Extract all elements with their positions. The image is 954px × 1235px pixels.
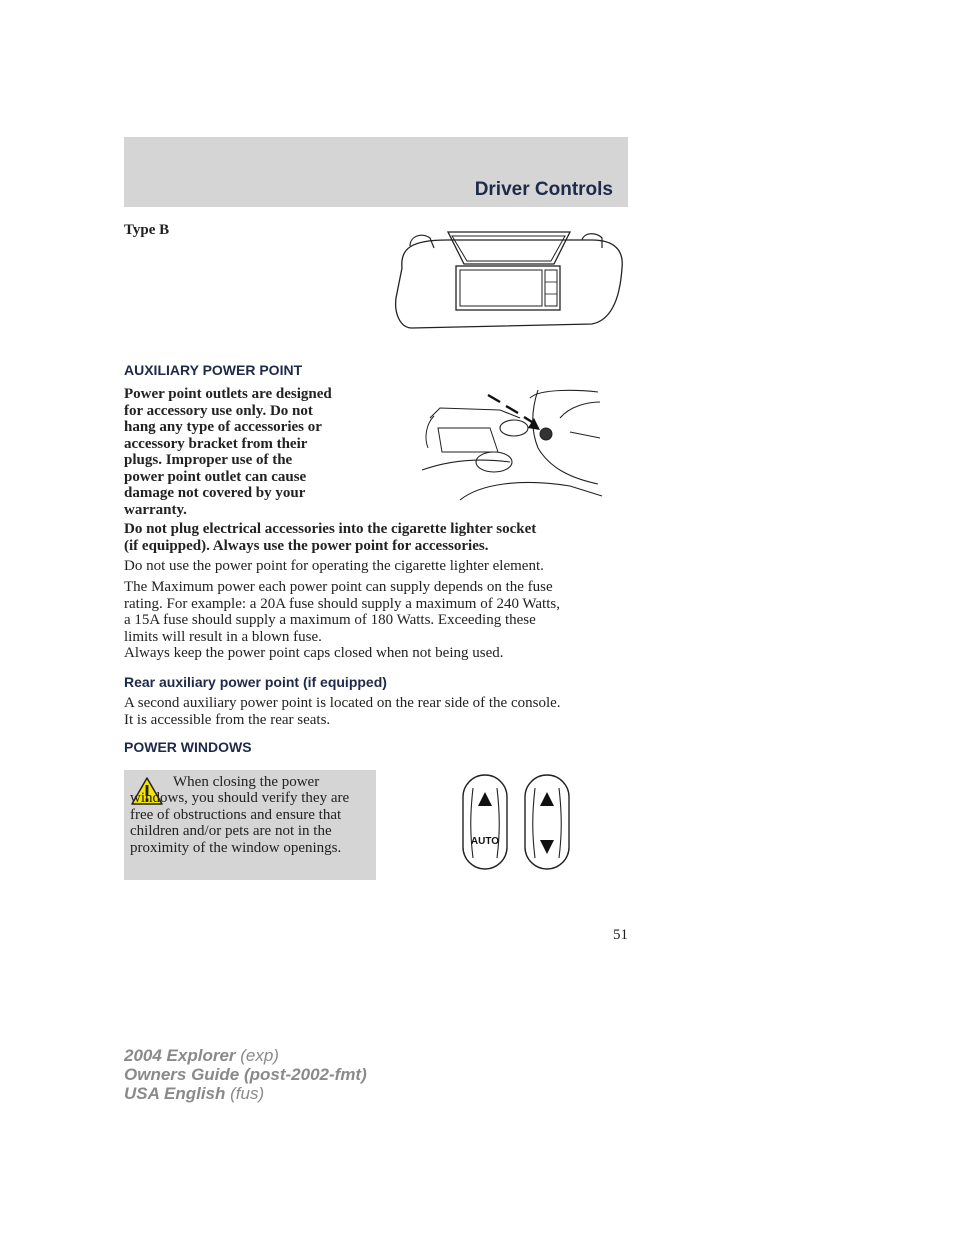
paragraph-line: The Maximum power each power point can supply depends on the fuse bbox=[124, 579, 553, 595]
power-windows-warning-box bbox=[124, 770, 376, 880]
window-switches-illustration bbox=[462, 774, 572, 872]
warning-line: accessory bracket from their bbox=[124, 435, 308, 452]
console-power-point-illustration bbox=[420, 388, 602, 500]
auto-switch-label: AUTO bbox=[470, 836, 500, 847]
warning-line: power point outlet can cause bbox=[124, 468, 307, 485]
note-line: (if equipped). Always use the power point for accessories. bbox=[124, 537, 489, 554]
paragraph-line: rating. For example: a 20A fuse should supply a maximum of 240 Watts, bbox=[124, 595, 560, 612]
warning-line: hang any type of accessories or bbox=[124, 419, 322, 435]
paragraph-line: limits will result in a blown fuse. bbox=[124, 628, 322, 645]
type-b-label: Type B bbox=[124, 222, 170, 238]
arrow-down-icon bbox=[540, 840, 554, 854]
section-title: Driver Controls bbox=[474, 179, 613, 200]
paragraph-line: It is accessible from the rear seats. bbox=[124, 711, 331, 728]
footer-model-code: (exp) bbox=[235, 1046, 279, 1065]
section-header-band bbox=[124, 137, 628, 207]
footer-line-1 bbox=[124, 1046, 367, 1065]
arrow-up-icon bbox=[478, 792, 492, 806]
document-footer bbox=[124, 1046, 367, 1103]
warning-line: plugs. Improper use of the bbox=[124, 452, 293, 468]
rear-aux-paragraph bbox=[124, 695, 634, 728]
paragraph-line: A second auxiliary power point is located on the rear side of the console. bbox=[124, 695, 561, 711]
warning-line: Power point outlets are designed bbox=[124, 386, 332, 402]
sun-visor-illustration bbox=[392, 228, 626, 332]
max-power-paragraph bbox=[124, 579, 634, 645]
warning-line: damage not covered by your bbox=[124, 485, 306, 501]
aux-power-warning bbox=[124, 386, 386, 518]
warning-line: for accessory use only. Do not bbox=[124, 402, 313, 419]
footer-guide: Owners Guide (post-2002-fmt) bbox=[124, 1065, 367, 1084]
footer-line-3 bbox=[124, 1084, 367, 1103]
arrow-up-icon bbox=[540, 792, 554, 806]
aux-power-heading: AUXILIARY POWER POINT bbox=[124, 362, 303, 378]
rear-aux-heading: Rear auxiliary power point (if equipped) bbox=[124, 674, 387, 690]
power-windows-warning-text: When closing the power windows, you should verify they are free of obstructions and ensure that children and/or pets are not in the proximity of the window openings. bbox=[130, 774, 350, 856]
page-number: 51 bbox=[613, 927, 628, 943]
footer-language-code: (fus) bbox=[225, 1084, 265, 1103]
footer-language: USA English bbox=[124, 1084, 226, 1103]
paragraph-line: a 15A fuse should supply a maximum of 180 Watts. Exceeding these bbox=[124, 612, 536, 628]
warning-line: warranty. bbox=[124, 501, 187, 518]
power-windows-heading: POWER WINDOWS bbox=[124, 739, 252, 755]
lighter-element-paragraph: Do not use the power point for operating the cigarette lighter element. bbox=[124, 558, 544, 574]
footer-model: 2004 Explorer bbox=[124, 1046, 236, 1065]
footer-line-2 bbox=[124, 1065, 367, 1084]
note-line: Do not plug electrical accessories into the cigarette lighter socket bbox=[124, 521, 537, 537]
cigarette-lighter-note bbox=[124, 521, 634, 554]
caps-closed-paragraph: Always keep the power point caps closed when not being used. bbox=[124, 645, 504, 661]
